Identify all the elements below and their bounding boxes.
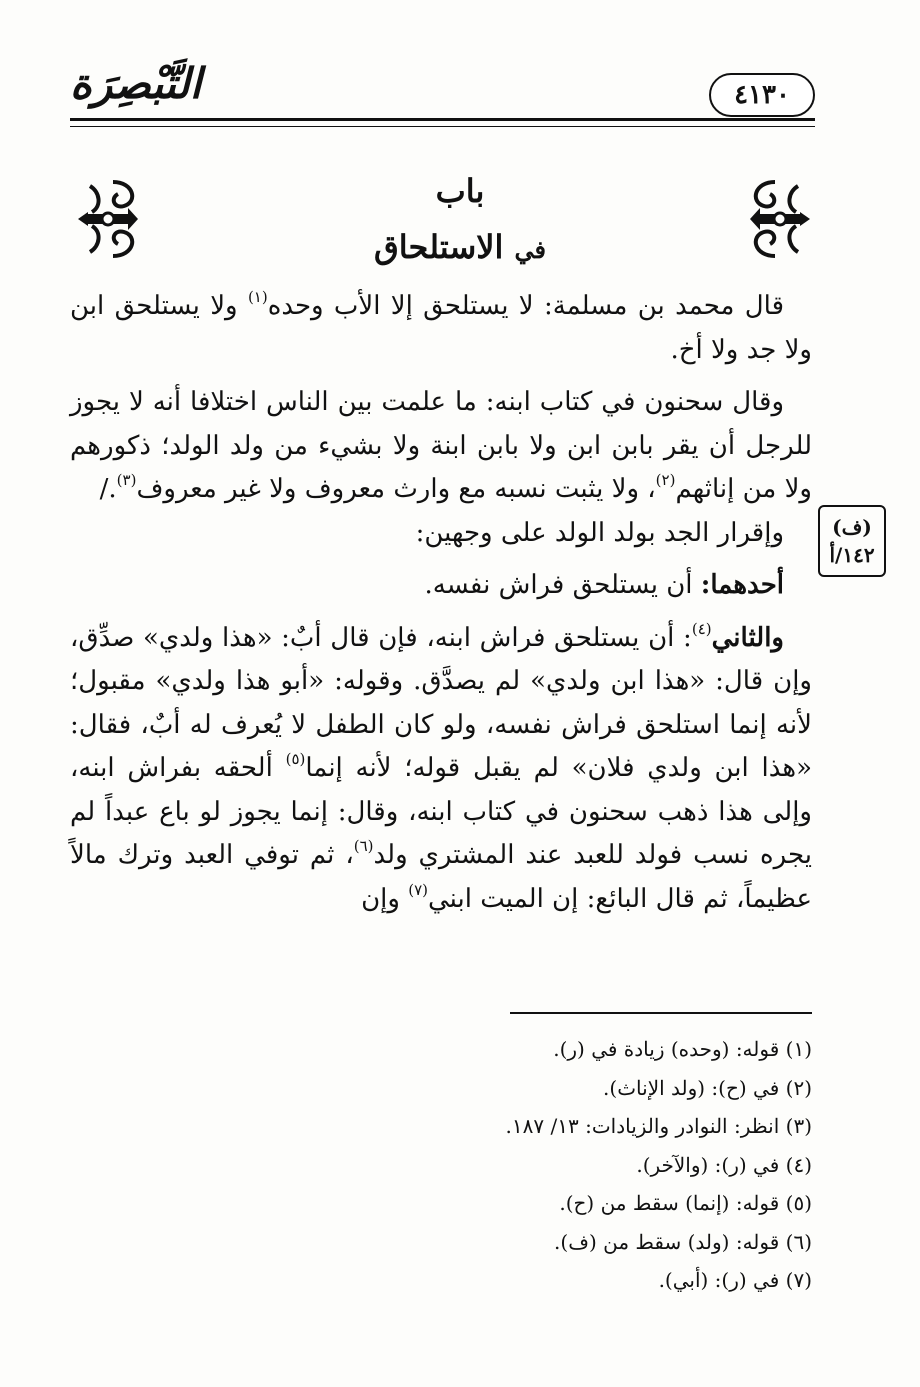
- footnote-ref[interactable]: (٢): [655, 471, 676, 490]
- footnote-ref[interactable]: (٥): [285, 750, 306, 769]
- footnote-2: (٢) في (ح): (ولد الإناث).: [603, 1075, 812, 1100]
- text-span: ./: [99, 474, 117, 504]
- footnotes: [70, 1030, 812, 1300]
- text-span: ولا يستلحق ابن ولا جد ولا أخ.: [70, 291, 812, 365]
- footnote-ref[interactable]: (٤): [691, 619, 712, 638]
- footnote-7: (٧) في (ر): (أبي).: [658, 1268, 812, 1292]
- folio-number: ١٤٢/أ: [829, 543, 875, 567]
- chapter-subtitle: [200, 228, 720, 266]
- paragraph-1: [70, 285, 812, 372]
- paragraph-3: وإقرار الجد بولد الولد على وجهين:: [415, 517, 784, 548]
- footnote-5: (٥) قوله: (إنما) سقط من (ح).: [559, 1191, 812, 1215]
- ornament-left-icon: [78, 178, 148, 260]
- text-span: أن يستلحق فراش نفسه.: [424, 570, 701, 600]
- page-number: ٤١٣٠: [709, 73, 815, 117]
- text-span: : أن يستلحق فراش ابنه، فإن قال أبٌ: «هذا ولدي» صدِّق، وإن قال: «هذا ابن ولدي» لم يصدَّق. وقوله: «أبو هذا ولدي» مقبول؛ لأنه إنما استلحق فراش نفسه، ولو كان الطفل لا يُعرف له أبٌ، فقال: «هذا ابن ولدي فلان» لم يقبل قوله؛ لأنه إنما: [70, 622, 812, 783]
- folio-source: (ف): [832, 515, 872, 539]
- chapter-subtitle-prefix: في: [514, 235, 547, 264]
- text-span: وقال سحنون في كتاب ابنه: ما علمت بين الناس اختلافا أنه لا يجوز للرجل أن يقر بابن ابن ولا بابن ابنة ولا بشيء من ولد الولد؛ ذكورهم ولا من إناثهم: [70, 387, 812, 504]
- text-span: ألحقه بفراش ابنه، وإلى هذا ذهب سحنون في كتاب ابنه، وقال: إنما يجوز لو باع عبداً لم يجره نسب فولد للعبد عند المشتري ولد: [70, 753, 812, 870]
- paragraph-4: [70, 564, 812, 608]
- ornament-right-icon: [740, 178, 810, 260]
- text-span: قال محمد بن مسلمة: لا يستلحق إلا الأب وحده: [267, 291, 785, 321]
- label-second: والثاني: [711, 622, 784, 653]
- chapter-subtitle-main: الاستلحاق: [373, 228, 504, 266]
- header-rule: [70, 118, 815, 121]
- label-first: أحدهما:: [700, 570, 784, 600]
- footnote-1: (١) قوله: (وحده) زيادة في (ر).: [553, 1037, 812, 1061]
- book-title: التَّبْصِرَة: [70, 59, 202, 108]
- page-header: [70, 55, 815, 121]
- footnote-ref[interactable]: (٦): [353, 837, 374, 856]
- chapter-title: باب: [435, 172, 485, 210]
- footnote-ref[interactable]: (٣): [116, 471, 137, 490]
- manuscript-folio-marker: [818, 505, 886, 577]
- text-span: ، ثم توفي العبد وترك مالاً عظيماً، ثم قال البائع: إن الميت ابني: [70, 840, 812, 914]
- main-text: [70, 285, 812, 921]
- paragraph-5: [70, 617, 812, 922]
- header-rule-thin: [70, 126, 815, 127]
- text-span: وإن: [361, 883, 409, 914]
- text-span: ، ولا يثبت نسبه مع وارث معروف ولا غير معروف: [136, 474, 656, 504]
- paragraph-2: [70, 381, 812, 512]
- footnote-4: (٤) في (ر): (والآخر).: [636, 1152, 812, 1177]
- footnote-3: (٣) انظر: النوادر والزيادات: ١٣/ ١٨٧.: [505, 1114, 812, 1138]
- footnote-ref[interactable]: (١): [247, 288, 268, 307]
- footnote-separator: [510, 1012, 812, 1014]
- footnote-ref[interactable]: (٧): [408, 880, 428, 899]
- footnote-6: (٦) قوله: (ولد) سقط من (ف).: [554, 1229, 812, 1254]
